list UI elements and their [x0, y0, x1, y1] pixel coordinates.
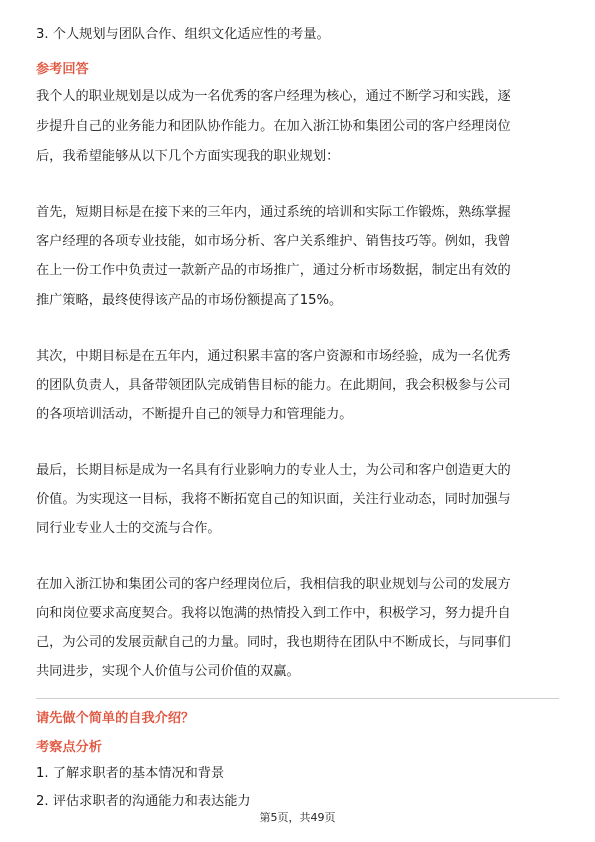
answer-paragraph-2-line-3: 在上一份工作中负责过一款新产品的市场推广，通过分析市场数据，制定出有效的: [36, 263, 511, 278]
consideration-item-3: 3. 个人规划与团队合作、组织文化适应性的考量。: [36, 27, 330, 42]
answer-paragraph-5-line-1: 在加入浙江协和集团公司的客户经理岗位后，我相信我的职业规划与公司的发展方: [36, 577, 511, 592]
answer-paragraph-5-line-4: 共同进步，实现个人价值与公司价值的双赢。: [36, 664, 300, 679]
analysis-heading: 考察点分析: [36, 740, 102, 755]
answer-paragraph-4-line-2: 价值。为实现这一目标，我将不断拓宽自己的知识面，关注行业动态，同时加强与: [36, 492, 511, 507]
answer-paragraph-5-line-3: 己，为公司的发展贡献自己的力量。同时，我也期待在团队中不断成长，与同事们: [36, 635, 511, 650]
answer-paragraph-2-line-2: 客户经理的各项专业技能，如市场分析、客户关系维护、销售技巧等。例如，我曾: [36, 234, 511, 249]
answer-paragraph-1-line-1: 我个人的职业规划是以成为一名优秀的客户经理为核心，通过不断学习和实践，逐: [36, 89, 511, 104]
reference-answer-heading: 参考回答: [36, 62, 89, 77]
answer-paragraph-3-line-2: 的团队负责人，具备带领团队完成销售目标的能力。在此期间，我会积极参与公司: [36, 378, 511, 393]
answer-paragraph-1-line-3: 后，我希望能够从以下几个方面实现我的职业规划：: [36, 149, 340, 164]
answer-paragraph-2-line-4: 推广策略，最终使得该产品的市场份额提高了15%。: [36, 293, 343, 308]
answer-paragraph-4-line-3: 同行业专业人士的交流与合作。: [36, 521, 221, 536]
answer-paragraph-4-line-1: 最后，长期目标是成为一名具有行业影响力的专业人士，为公司和客户创造更大的: [36, 463, 511, 478]
analysis-item-1: 1. 了解求职者的基本情况和背景: [36, 766, 225, 781]
analysis-item-2: 2. 评估求职者的沟通能力和表达能力: [36, 794, 251, 809]
next-question-heading: 请先做个简单的自我介绍？: [36, 711, 195, 726]
answer-paragraph-3-line-3: 的各项培训活动，不断提升自己的领导力和管理能力。: [36, 407, 353, 422]
answer-paragraph-2-line-1: 首先，短期目标是在接下来的三年内，通过系统的培训和实际工作锻炼，熟练掌握: [36, 205, 511, 220]
page-number-footer: 第5页，共49页: [259, 811, 336, 824]
section-divider: [36, 698, 559, 699]
answer-paragraph-3-line-1: 其次，中期目标是在五年内，通过积累丰富的客户资源和市场经验，成为一名优秀: [36, 349, 511, 364]
answer-paragraph-1-line-2: 步提升自己的业务能力和团队协作能力。在加入浙江协和集团公司的客户经理岗位: [36, 119, 511, 134]
answer-paragraph-5-line-2: 向和岗位要求高度契合。我将以饱满的热情投入到工作中，积极学习，努力提升自: [36, 606, 511, 621]
